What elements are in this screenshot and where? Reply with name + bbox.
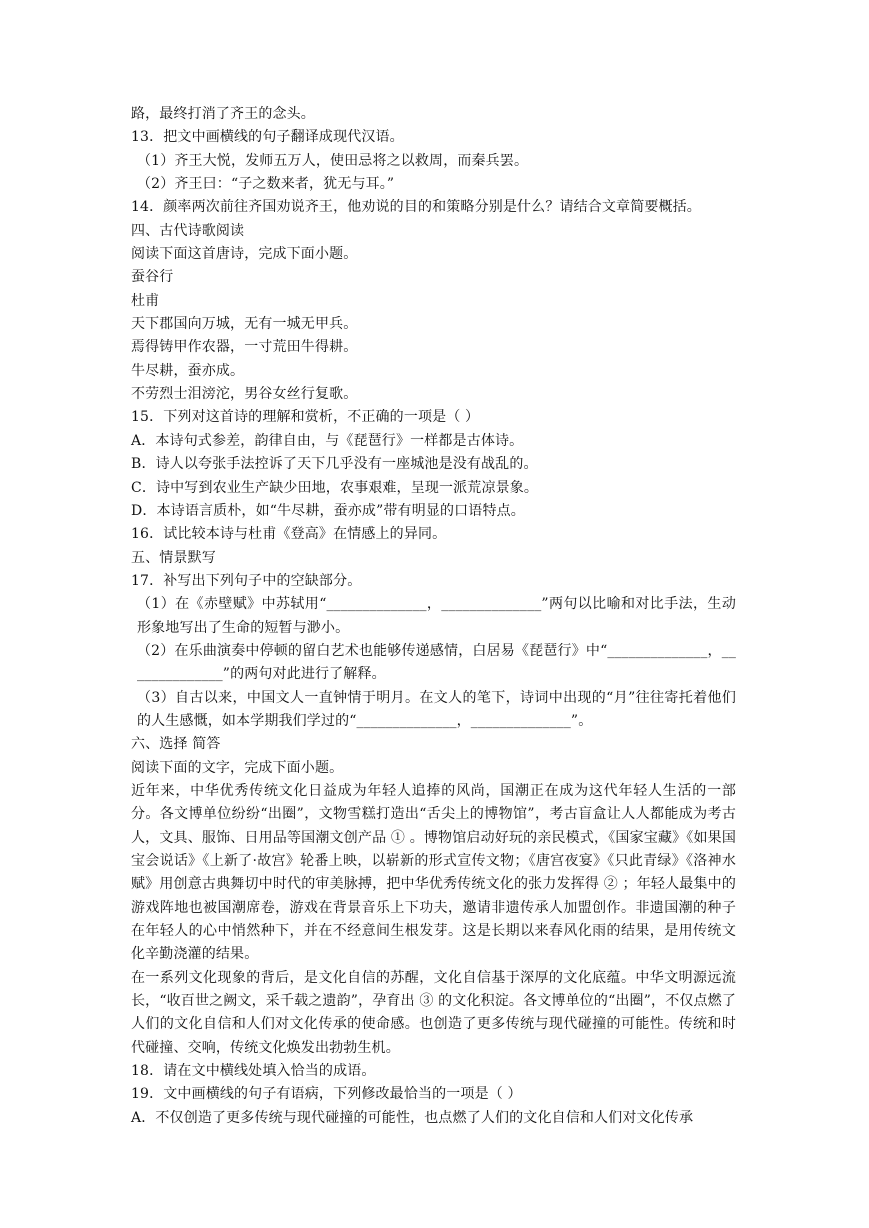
section-6-intro: 阅读下面的文字，完成下面小题。 bbox=[131, 759, 344, 776]
section-4-title: 四、古代诗歌阅读 bbox=[131, 222, 245, 239]
question-13: 13．把文中画横线的句子翻译成现代汉语。 bbox=[131, 129, 404, 146]
question-19-option-a: A．不仅创造了更多传统与现代碰撞的可能性，也点燃了人们的文化自信和人们对文化传承 bbox=[131, 1109, 694, 1126]
question-17-item-2: （2）在乐曲演奏中停顿的留白艺术也能够传递感情，白居易《琵琶行》中“______________，______________”的两句对此进行了解释。 bbox=[137, 642, 736, 683]
passage-paragraph-1: 近年来，中华优秀传统文化日益成为年轻人追捧的风尚，国潮正在成为这代年轻人生活的一部分。各文博单位纷纷“出圈”，文物雪糕打造出“舌尖上的博物馆”，考古盲盒让人人都能成为考古人，文具、服饰、日用品等国潮文创产品 ① 。博物馆启动好玩的亲民模式，《国家宝藏》《如果国宝会说话》《上新了·故宫》轮番上映，以崭新的形式宣传文物；《唐宫夜宴》《只此青绿》《洛神水赋》用创意古典舞切中时代的审美脉搏，把中华优秀传统文化的张力发挥得 ② ；年轻人最集中的游戏阵地也被国潮席卷，游戏在背景音乐上下功夫，邀请非遗传承人加盟创作。非遗国潮的种子在年轻人的心中悄然种下，并在不经意间生根发芽。这是长期以来春风化雨的结果，是用传统文化辛勤浇灌的结果。 bbox=[131, 782, 736, 963]
question-17: 17．补写出下列句子中的空缺部分。 bbox=[131, 572, 362, 589]
poem-author: 杜甫 bbox=[131, 292, 160, 309]
poem-title: 蚕谷行 bbox=[131, 269, 174, 286]
question-15-option-d: D．本诗语言质朴，如“牛尽耕，蚕亦成”带有明显的口语特点。 bbox=[131, 502, 525, 519]
section-4-intro: 阅读下面这首唐诗，完成下面小题。 bbox=[131, 246, 358, 263]
question-18: 18．请在文中横线处填入恰当的成语。 bbox=[131, 1063, 376, 1080]
question-15-option-a: A．本诗句式参差，韵律自由，与《琵琶行》一样都是古体诗。 bbox=[131, 432, 524, 449]
question-17-item-1: （1）在《赤壁赋》中苏轼用“______________，______________”两句以比喻和对比手法，生动形象地写出了生命的短暂与渺小。 bbox=[137, 596, 736, 636]
question-14: 14．颜率两次前往齐国劝说齐王，他劝说的目的和策略分别是什么？请结合文章简要概括。 bbox=[131, 199, 701, 216]
question-17-item-3: （3）自古以来，中国文人一直钟情于明月。在文人的笔下，诗词中出现的“月”往往寄托着他们的人生感慨，如本学期我们学过的“______________，______________”。 bbox=[137, 689, 736, 729]
question-15-option-c: C．诗中写到农业生产缺少田地，农事艰难，呈现一派荒凉景象。 bbox=[131, 479, 539, 496]
question-19: 19．文中画横线的句子有语病，下列修改最恰当的一项是（ ） bbox=[131, 1086, 522, 1103]
document-body bbox=[131, 103, 736, 1130]
poem-line: 不劳烈士泪滂沱，男谷女丝行复歌。 bbox=[131, 386, 358, 403]
question-13-item-2: （2）齐王曰：“子之数来者，犹无与耳。” bbox=[137, 176, 395, 193]
section-6-title: 六、选择 简答 bbox=[131, 736, 221, 753]
question-15-option-b: B．诗人以夸张手法控诉了天下几乎没有一座城池是没有战乱的。 bbox=[131, 456, 538, 473]
poem-line: 焉得铸甲作农器，一寸荒田牛得耕。 bbox=[131, 339, 358, 356]
section-5-title: 五、情景默写 bbox=[131, 549, 216, 566]
question-13-item-1: （1）齐王大悦，发师五万人，使田忌将之以救周，而秦兵罢。 bbox=[137, 152, 529, 169]
text-line: 路，最终打消了齐王的念头。 bbox=[131, 106, 315, 122]
question-16: 16．试比较本诗与杜甫《登高》在情感上的异同。 bbox=[131, 526, 447, 543]
poem-line: 天下郡国向万城，无有一城无甲兵。 bbox=[131, 316, 358, 333]
poem-line: 牛尽耕，蚕亦成。 bbox=[131, 362, 245, 379]
question-15: 15．下列对这首诗的理解和赏析，不正确的一项是（ ） bbox=[131, 409, 480, 426]
passage-paragraph-2: 在一系列文化现象的背后，是文化自信的苏醒，文化自信基于深厚的文化底蕴。中华文明源远流长，“收百世之阙文，采千载之遗韵”，孕育出 ③ 的文化积淀。各文博单位的“出圈”，不仅点燃了人们的文化自信和人们对文化传承的使命感。也创造了更多传统与现代碰撞的可能性。传统和时代碰撞、交响，传统文化焕发出勃勃生机。 bbox=[131, 969, 736, 1056]
